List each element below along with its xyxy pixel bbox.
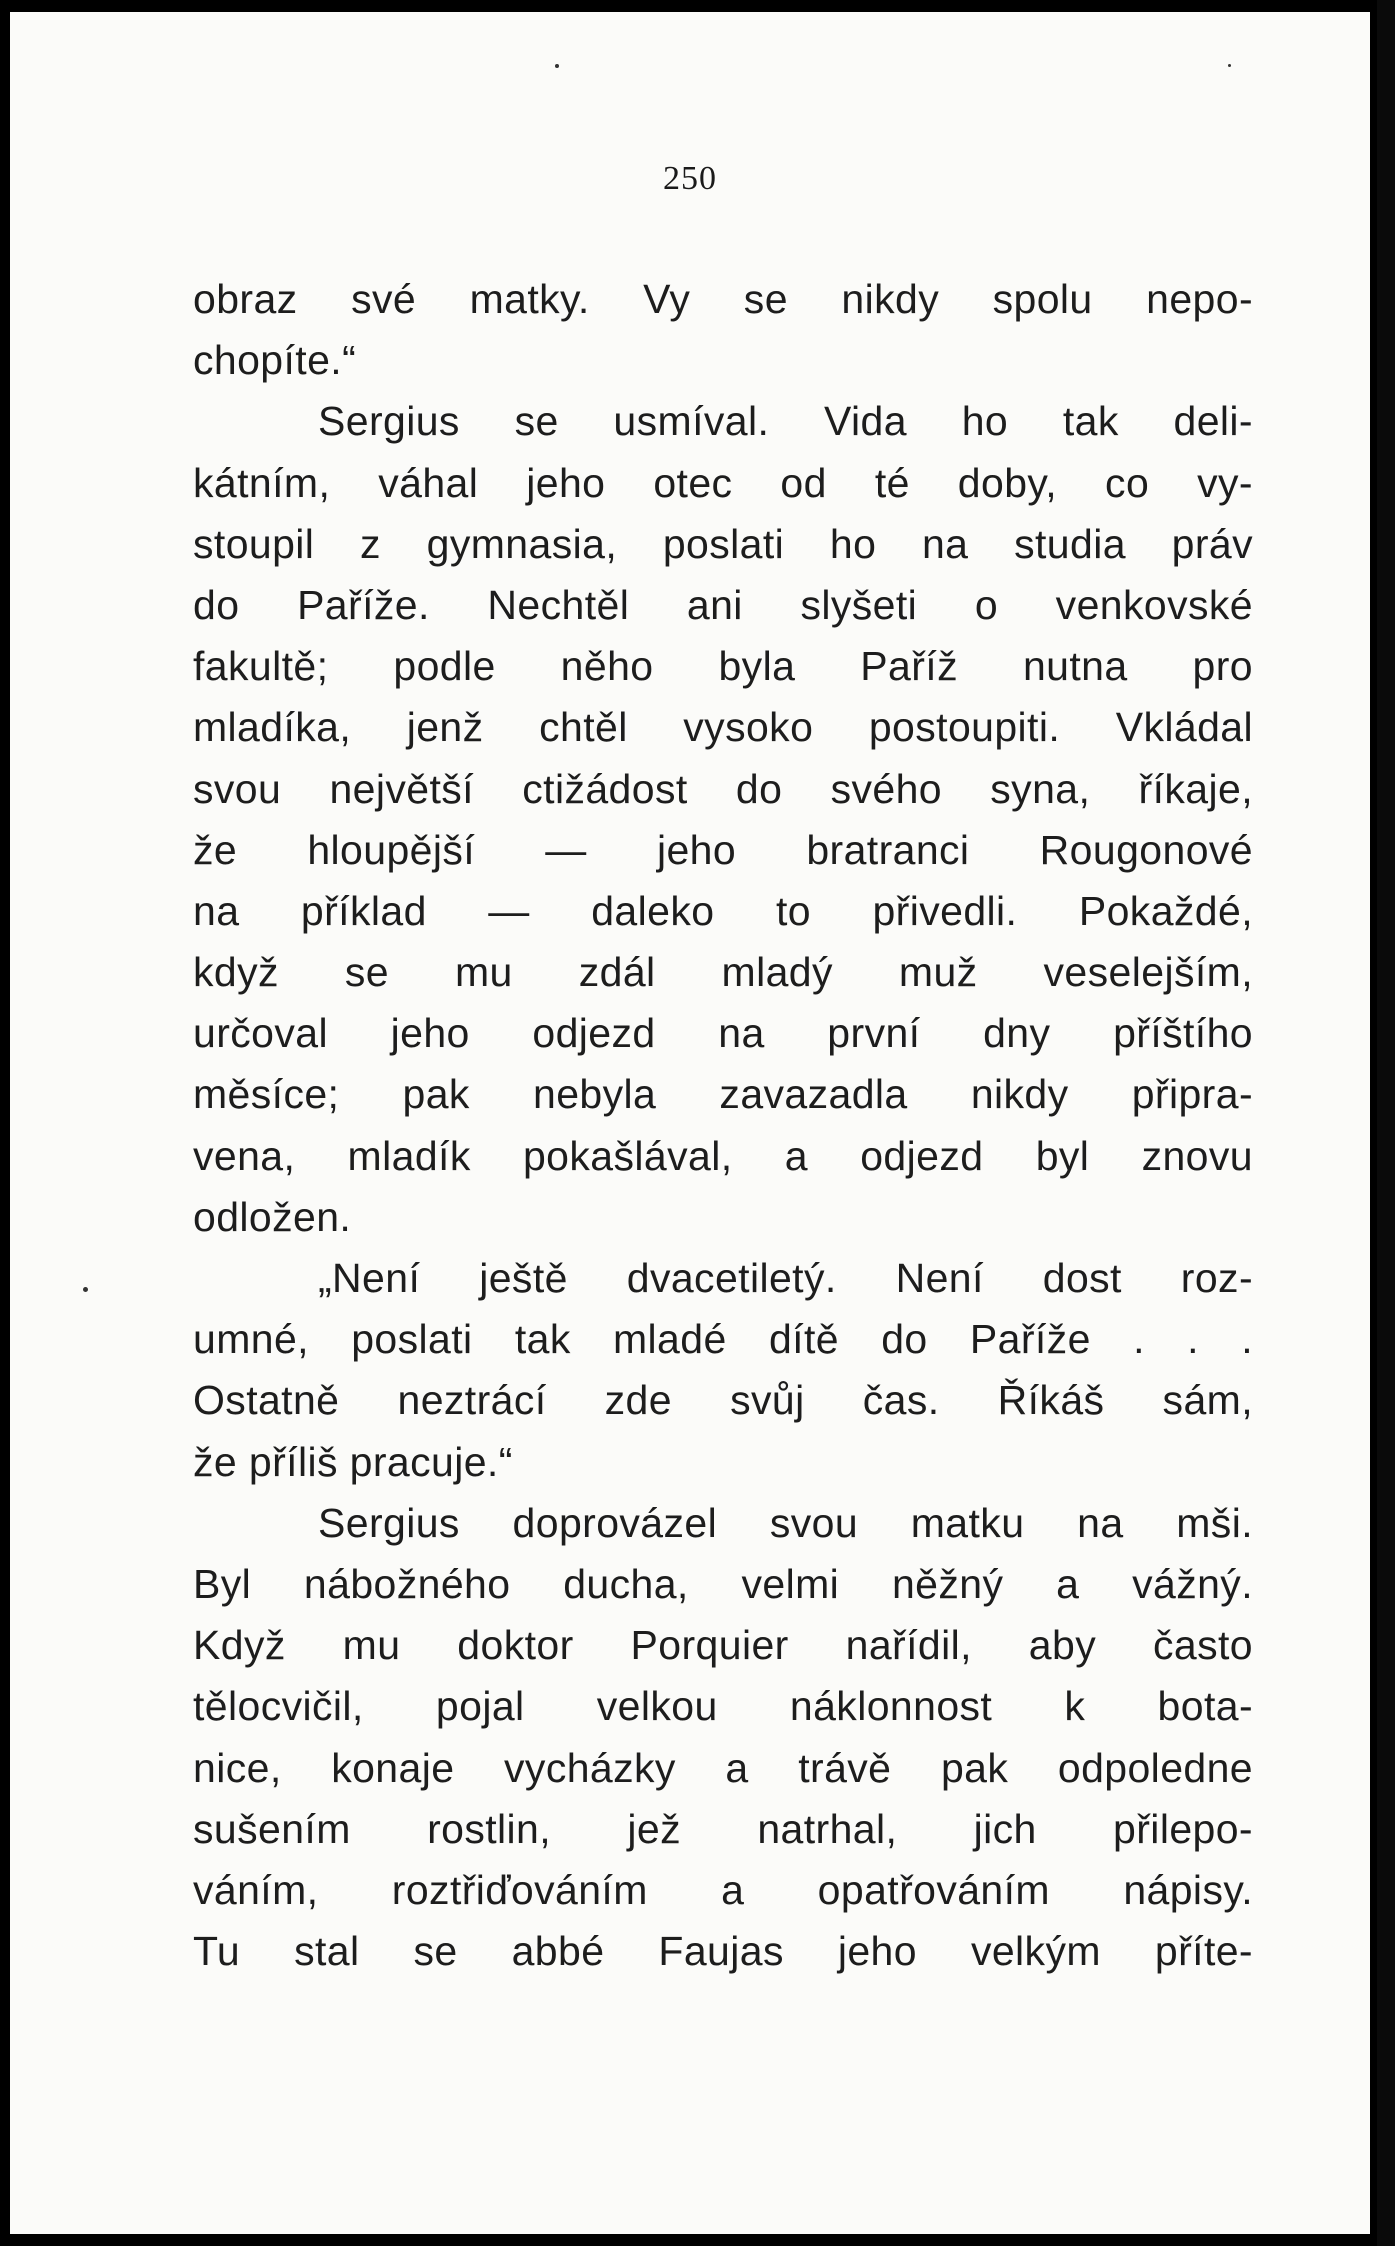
text-line: fakultě; podle něho byla Paříž nutna pro — [193, 643, 1253, 690]
text-line: sušením rostlin, jež natrhal, jich přilepo- — [193, 1805, 1253, 1852]
text-line: svou největší ctižádost do svého syna, říkaje, — [193, 765, 1253, 812]
body-text — [193, 269, 1253, 1982]
text-line: vena, mladík pokašlával, a odjezd byl znovu — [193, 1132, 1253, 1179]
book-page — [10, 12, 1370, 2234]
text-line: Sergius doprovázel svou matku na mši. — [318, 1499, 1253, 1546]
page-number: 250 — [663, 160, 717, 197]
text-line: nice, konaje vycházky a trávě pak odpoledne — [193, 1744, 1253, 1791]
text-line: chopíte.“ — [193, 337, 357, 384]
text-line: určoval jeho odjezd na první dny příštího — [193, 1010, 1253, 1057]
text-line: mladíka, jenž chtěl vysoko postoupiti. Vkládal — [193, 704, 1253, 751]
text-line: na příklad — daleko to přivedli. Pokaždé, — [193, 887, 1253, 934]
text-line: váním, roztřiďováním a opatřováním nápisy. — [193, 1866, 1253, 1913]
text-line: umné, poslati tak mladé dítě do Paříže . . . — [193, 1316, 1253, 1363]
text-line: měsíce; pak nebyla zavazadla nikdy připra- — [193, 1071, 1253, 1118]
text-line: kátním, váhal jeho otec od té doby, co vy- — [193, 459, 1253, 506]
scan-edge — [1377, 0, 1395, 2246]
text-line: že hloupější — jeho bratranci Rougonové — [193, 826, 1253, 873]
text-line: obraz své matky. Vy se nikdy spolu nepo- — [193, 276, 1253, 322]
text-line: stoupil z gymnasia, poslati ho na studia práv — [193, 520, 1253, 567]
text-line: odložen. — [193, 1193, 352, 1240]
text-line: Sergius se usmíval. Vida ho tak deli- — [318, 398, 1253, 445]
text-line: Když mu doktor Porquier nařídil, aby často — [193, 1622, 1253, 1669]
text-line: tělocvičil, pojal velkou náklonnost k bota- — [193, 1683, 1253, 1730]
text-line: Tu stal se abbé Faujas jeho velkým příte- — [193, 1928, 1253, 1975]
text-line: že příliš pracuje.“ — [193, 1438, 513, 1485]
text-line: do Paříže. Nechtěl ani slyšeti o venkovské — [193, 581, 1253, 628]
text-line: Ostatně neztrácí zde svůj čas. Říkáš sám, — [193, 1377, 1253, 1424]
text-line: Byl nábožného ducha, velmi něžný a vážný. — [193, 1560, 1253, 1607]
text-line: „Není ještě dvacetiletý. Není dost roz- — [318, 1255, 1253, 1301]
text-line: když se mu zdál mladý muž veselejším, — [193, 949, 1253, 996]
